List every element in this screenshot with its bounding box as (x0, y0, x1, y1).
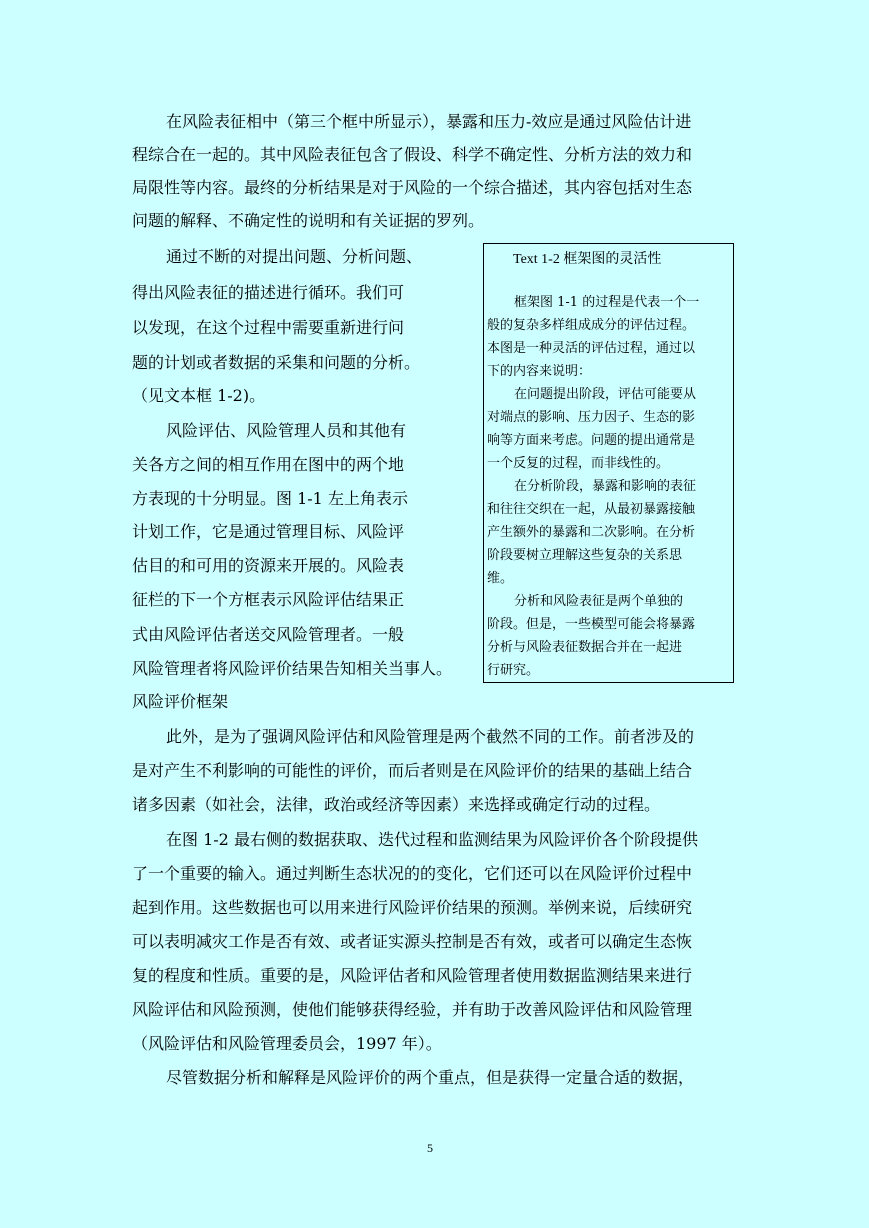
textbox-line: 下的内容来说明： (487, 364, 592, 379)
text-line: （见文本框 1-2)。 (132, 386, 266, 405)
page-number: 5 (427, 1141, 433, 1155)
text-line: 在风险表征相中（第三个框中所显示），暴露和压力-效应是通过风险估计进 (166, 112, 692, 131)
text-line: 复的程度和性质。重要的是，风险评估者和风险管理者使用数据监测结果来进行 (132, 966, 693, 985)
text-line: 题的计划或者数据的采集和问题的分析。 (132, 353, 421, 372)
text-line: 通过不断的对提出问题、分析问题、 (166, 247, 423, 266)
textbox-line: 般的复杂多样组成成分的评估过程。 (487, 318, 696, 333)
text-line: 风险评估和风险预测，使他们能够获得经验，并有助于改善风险评估和风险管理 (132, 1000, 693, 1019)
text-line: 诸多因素（如社会，法律，政治或经济等因素）来选择或确定行动的过程。 (132, 795, 661, 814)
textbox-line: 在问题提出阶段，评估可能要从 (514, 387, 697, 402)
textbox-line: 对端点的影响、压力因子、生态的影 (487, 410, 696, 425)
textbox-line: 响等方面来考虑。问题的提出通常是 (487, 433, 696, 448)
textbox-framework-flexibility (483, 243, 734, 683)
textbox-line: 框架图 1-1 的过程是代表一个一 (514, 295, 700, 310)
textbox-line: 行研究。 (487, 663, 540, 678)
text-line: （风险评估和风险管理委员会，1997 年）。 (132, 1034, 442, 1053)
text-line: 计划工作，它是通过管理目标、风险评 (132, 522, 405, 541)
textbox-line: 和往往交织在一起，从最初暴露接触 (487, 502, 696, 517)
textbox-line: 产生额外的暴露和二次影响。在分析 (487, 525, 696, 540)
text-line: 得出风险表征的描述进行循环。我们可 (132, 283, 405, 302)
text-line: 局限性等内容。最终的分析结果是对于风险的一个综合描述，其内容包括对生态 (132, 178, 693, 197)
textbox-line: 分析和风险表征是两个单独的 (514, 594, 684, 609)
textbox-line: 在分析阶段，暴露和影响的表征 (514, 479, 697, 494)
textbox-line: 阶段。但是，一些模型可能会将暴露 (487, 617, 696, 632)
text-line: 尽管数据分析和解释是风险评价的两个重点，但是获得一定量合适的数据， (166, 1068, 695, 1087)
text-line: 此外，是为了强调风险评估和风险管理是两个截然不同的工作。前者涉及的 (166, 727, 695, 746)
text-line: 关各方之间的相互作用在图中的两个地 (132, 455, 405, 474)
textbox-line: 维。 (487, 571, 514, 586)
textbox-title: Text 1-2 框架图的灵活性 (513, 252, 662, 267)
text-line: 征栏的下一个方框表示风险评估结果正 (132, 590, 405, 609)
textbox-line: 本图是一种灵活的评估过程，通过以 (487, 341, 696, 356)
text-line: 问题的解释、不确定性的说明和有关证据的罗列。 (132, 211, 485, 230)
text-line: 是对产生不利影响的可能性的评价，而后者则是在风险评价的结果的基础上结合 (132, 761, 693, 780)
text-line: 起到作用。这些数据也可以用来进行风险评价结果的预测。举例来说，后续研究 (132, 898, 693, 917)
textbox-line: 阶段要树立理解这些复杂的关系思 (487, 548, 683, 563)
text-line: 方表现的十分明显。图 1-1 左上角表示 (132, 489, 408, 508)
text-line: 可以表明减灾工作是否有效、或者证实源头控制是否有效，或者可以确定生态恢 (132, 932, 693, 951)
text-line: 式由风险评估者送交风险管理者。一般 (132, 625, 405, 644)
text-line: 了一个重要的输入。通过判断生态状况的的变化，它们还可以在风险评价过程中 (132, 864, 693, 883)
text-line: 程综合在一起的。其中风险表征包含了假设、科学不确定性、分析方法的效力和 (132, 145, 693, 164)
text-line: 以发现，在这个过程中需要重新进行问 (132, 318, 405, 337)
text-line: 在图 1-2 最右侧的数据获取、迭代过程和监测结果为风险评价各个阶段提供 (166, 830, 698, 849)
textbox-line: 分析与风险表征数据合并在一起进 (487, 640, 683, 655)
text-line: 风险管理者将风险评价结果告知相关当事人。 (132, 659, 453, 678)
text-line: 风险评估、风险管理人员和其他有 (166, 421, 407, 440)
textbox-line: 一个反复的过程，而非线性的。 (487, 456, 670, 471)
text-line: 估目的和可用的资源来开展的。风险表 (132, 556, 405, 575)
text-line: 风险评价框架 (132, 692, 229, 711)
